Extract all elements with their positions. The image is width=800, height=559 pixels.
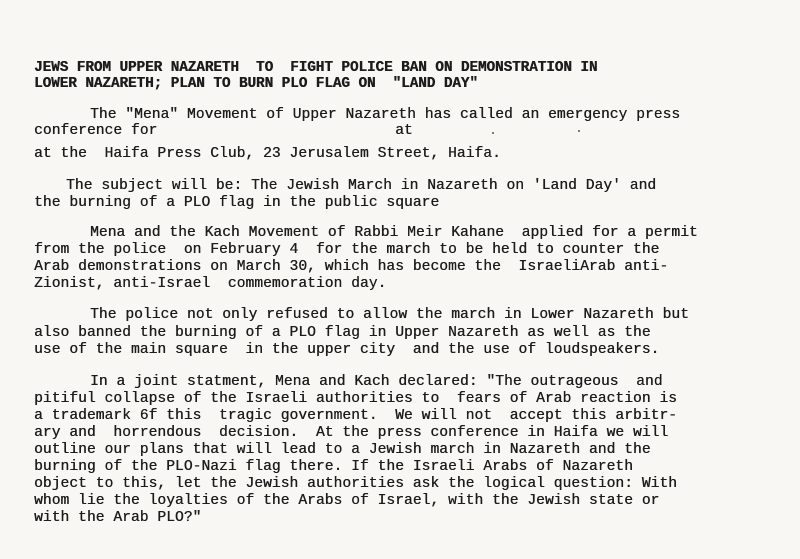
paragraph-3-line-2: from the police on February 4 for the march to be held to counter the [34, 242, 660, 258]
paragraph-2-line-2: the burning of a PLO flag in the public square [34, 195, 440, 211]
paragraph-3-line-1: Mena and the Kach Movement of Rabbi Meir Kahane applied for a permit [90, 225, 698, 241]
paragraph-5-line-2: pitiful collapse of the Israeli authorities to fears of Arab reaction is [34, 391, 677, 407]
paragraph-4-line-2: also banned the burning of a PLO flag in Upper Nazareth as well as the [34, 325, 651, 341]
paragraph-2-line-1: The subject will be: The Jewish March in Nazareth on 'Land Day' and [66, 178, 657, 194]
paragraph-5-line-6: burning of the PLO-Nazi flag there. If the Israeli Arabs of Nazareth [34, 459, 633, 475]
headline-line-2: LOWER NAZARETH; PLAN TO BURN PLO FLAG ON "LAND DAY" [34, 76, 478, 92]
paragraph-5-line-8: whom lie the loyalties of the Arabs of Israel, with the Jewish state or [34, 493, 660, 509]
ink-speck [578, 130, 580, 132]
paragraph-5-line-9: with the Arab PLO?" [34, 510, 202, 526]
paragraph-1-line-3: at the Haifa Press Club, 23 Jerusalem Street, Haifa. [34, 146, 501, 162]
paragraph-5-line-1: In a joint statment, Mena and Kach declared: "The outrageous and [90, 374, 663, 390]
paragraph-5-line-3: a trademark 6f this tragic government. We will not accept this arbitr- [34, 408, 677, 424]
paragraph-1-line-2: conference for at [34, 123, 413, 139]
paragraph-1-line-1: The "Mena" Movement of Upper Nazareth has called an emergency press [90, 107, 681, 123]
paragraph-4-line-1: The police not only refused to allow the march in Lower Nazareth but [90, 307, 689, 323]
paragraph-5-line-7: object to this, let the Jewish authorities ask the logical question: With [34, 476, 677, 492]
paragraph-3-line-3: Arab demonstrations on March 30, which has become the IsraeliArab anti- [34, 259, 669, 275]
paragraph-4-line-3: use of the main square in the upper city and the use of loudspeakers. [34, 342, 660, 358]
paragraph-3-line-4: Zionist, anti-Israel commemoration day. [34, 276, 387, 292]
paragraph-5-line-5: outline our plans that will lead to a Jewish march in Nazareth and the [34, 442, 651, 458]
headline-line-1: JEWS FROM UPPER NAZARETH TO FIGHT POLICE BAN ON DEMONSTRATION IN [34, 60, 598, 76]
paragraph-5-line-4: ary and horrendous decision. At the press conference in Haifa we will [34, 425, 669, 441]
ink-speck [492, 132, 494, 134]
